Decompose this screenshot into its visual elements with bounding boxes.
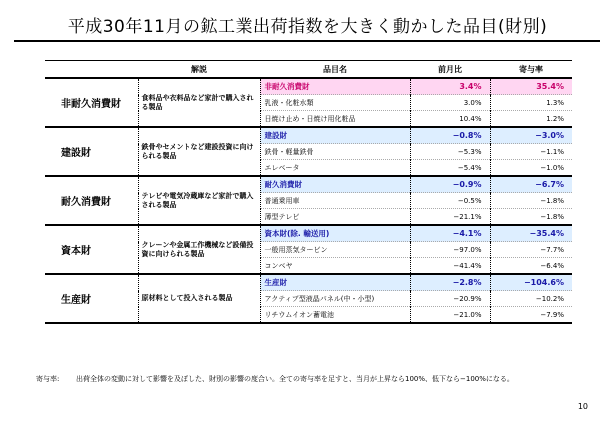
item-name: エレベータ — [260, 160, 410, 177]
group-contr: −104.6% — [490, 274, 572, 291]
group-contr: −6.7% — [490, 176, 572, 193]
header-blank — [45, 61, 138, 79]
group-prev: −0.8% — [410, 127, 490, 144]
item-prev: 10.4% — [410, 111, 490, 128]
group-contr: −3.0% — [490, 127, 572, 144]
category-label: 生産財 — [45, 274, 138, 323]
header-contribution: 寄与率 — [490, 61, 572, 79]
item-name: アクティブ型液晶パネル(中・小型) — [260, 291, 410, 307]
group-head-row — [45, 78, 572, 95]
group-name: 生産財 — [260, 274, 410, 291]
group-head-row — [45, 274, 572, 291]
item-prev: −0.5% — [410, 193, 490, 209]
footnote-label: 寄与率: — [36, 375, 60, 383]
item-contr: −7.9% — [490, 307, 572, 324]
item-prev: −5.3% — [410, 144, 490, 160]
item-name: 日焼け止め・日焼け用化粧品 — [260, 111, 410, 128]
item-name: 一般用蒸気タービン — [260, 242, 410, 258]
group-head-row — [45, 176, 572, 193]
header-description: 解説 — [138, 61, 260, 79]
page-number: 10 — [577, 402, 588, 411]
group-prev: 3.4% — [410, 78, 490, 95]
footnote — [36, 374, 576, 384]
item-contr: 1.3% — [490, 95, 572, 111]
category-label: 資本財 — [45, 225, 138, 274]
header-item: 品目名 — [260, 61, 410, 79]
category-description: 原材料として投入される製品 — [138, 274, 260, 323]
category-description: テレビや電気冷蔵庫など家計で購入される製品 — [138, 176, 260, 225]
item-prev: −21.1% — [410, 209, 490, 226]
footnote-text: 出荷全体の変動に対して影響を及ぼした、財別の影響の度合い。全ての寄与率を足すと、当月が上昇なら100%、低下なら−100%になる。 — [76, 375, 514, 383]
item-prev: −20.9% — [410, 291, 490, 307]
group-name: 非耐久消費財 — [260, 78, 410, 95]
item-prev: −41.4% — [410, 258, 490, 275]
group-prev: −2.8% — [410, 274, 490, 291]
item-contr: −6.4% — [490, 258, 572, 275]
item-contr: −10.2% — [490, 291, 572, 307]
category-label: 非耐久消費財 — [45, 78, 138, 127]
category-description: クレーンや金属工作機械など設備投資に向けられる製品 — [138, 225, 260, 274]
group-name: 建設財 — [260, 127, 410, 144]
group-prev: −0.9% — [410, 176, 490, 193]
item-contr: −1.8% — [490, 209, 572, 226]
group-contr: −35.4% — [490, 225, 572, 242]
group-name: 耐久消費財 — [260, 176, 410, 193]
header-prev-month: 前月比 — [410, 61, 490, 79]
title-rule — [14, 40, 600, 42]
item-contr: 1.2% — [490, 111, 572, 128]
category-label: 建設財 — [45, 127, 138, 176]
item-contr: −7.7% — [490, 242, 572, 258]
item-prev: −5.4% — [410, 160, 490, 177]
shipment-table — [45, 60, 572, 324]
item-prev: −97.0% — [410, 242, 490, 258]
page-title: 平成30年11月の鉱工業出荷指数を大きく動かした品目(財別) — [67, 17, 548, 37]
item-contr: −1.1% — [490, 144, 572, 160]
group-prev: −4.1% — [410, 225, 490, 242]
item-name: リチウムイオン蓄電池 — [260, 307, 410, 324]
category-label: 耐久消費財 — [45, 176, 138, 225]
group-contr: 35.4% — [490, 78, 572, 95]
item-name: 普通乗用車 — [260, 193, 410, 209]
group-head-row — [45, 127, 572, 144]
item-name: 乳液・化粧水類 — [260, 95, 410, 111]
category-description: 鉄骨やセメントなど建設投資に向けられる製品 — [138, 127, 260, 176]
table-header-row — [45, 61, 572, 79]
group-head-row — [45, 225, 572, 242]
item-contr: −1.8% — [490, 193, 572, 209]
group-name: 資本財(除. 輸送用) — [260, 225, 410, 242]
item-name: コンベヤ — [260, 258, 410, 275]
item-contr: −1.0% — [490, 160, 572, 177]
category-description: 食料品や衣料品など家計で購入される製品 — [138, 78, 260, 127]
item-name: 鉄骨・軽量鉄骨 — [260, 144, 410, 160]
item-prev: 3.0% — [410, 95, 490, 111]
item-name: 薄型テレビ — [260, 209, 410, 226]
item-prev: −21.0% — [410, 307, 490, 324]
